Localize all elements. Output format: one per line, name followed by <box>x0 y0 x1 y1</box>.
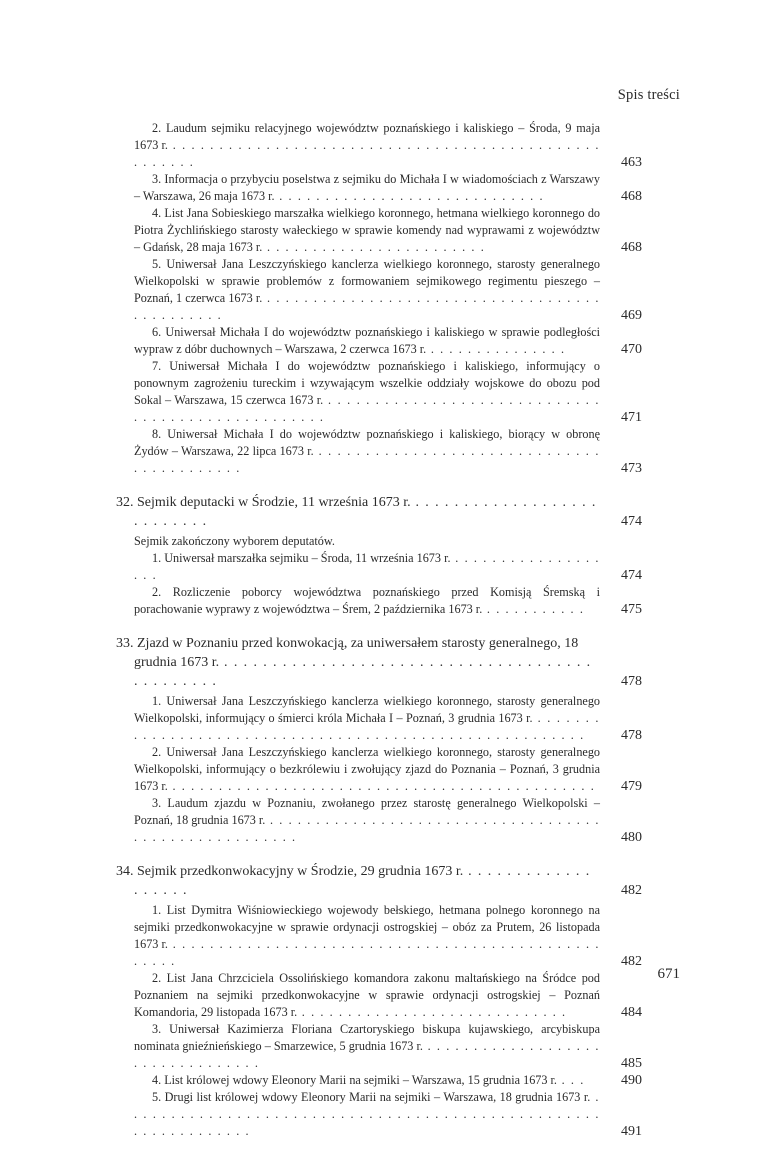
toc-entry <box>116 744 642 795</box>
toc-entry <box>116 120 642 171</box>
entry-number: 5. <box>152 1090 162 1104</box>
entry-page: 463 <box>621 155 642 170</box>
section-page: 474 <box>621 514 642 529</box>
entry-page: 485 <box>621 1056 642 1071</box>
entry-title: List Jana Chrzciciela Ossolińskiego komandora zakonu maltańskiego na Śródce pod Poznaniem na sejmiki przedkonwokacyjne w sprawie ordynacji ostrogskiej – Poznań Komandoria, 29 listopada 1673 r. <box>134 971 600 1019</box>
leader-dots: . . . . . . . . . . . . . . . . . . . . . . . . . . . . . . . . . . . . . . . . . . . . . . . . . . . . . . . . <box>134 711 601 742</box>
entry-number: 2. <box>152 121 162 135</box>
leader-dots: . . . . . . . . . . . . . . . . . . . . . . . . . . . . . . . . . <box>134 1039 600 1070</box>
toc-entry <box>116 970 642 1021</box>
toc-entry <box>116 550 642 584</box>
toc-entry <box>116 1021 642 1072</box>
entry-page: 470 <box>621 342 642 357</box>
entry-title: Uniwersał Jana Leszczyńskiego kanclerza wielkiego koronnego, starosty generalnego Wielkopolski, informujący o śmierci króla Michała I – Poznań, 3 grudnia 1673 r. <box>134 694 601 725</box>
section-page: 482 <box>621 883 642 898</box>
toc-entry <box>116 795 642 846</box>
leader-dots: . . . . . . . . . . . . . . . . . . . . . . . . . . . <box>134 495 597 529</box>
entry-number: 1. <box>152 551 162 565</box>
section-note: Sejmik zakończony wyborem deputatów. <box>134 534 335 548</box>
leader-dots: . . . . . . . . . . . . . . . . . . . . . . . . . . . . . . . . . . . . . . . . . . . . . . . . . . . . . . <box>134 813 601 844</box>
entry-title: Uniwersał Michała I do województw poznańskiego i kaliskiego, informujący o ponownym zagrożeniu tureckim i wzywającym wszelkie oddziały wojskowe do obozu pod Sokal – Warszawa, 15 czerwca 1673 r. <box>134 359 601 407</box>
table-of-contents <box>116 120 642 1156</box>
section-title: 34. Sejmik przedkonwokacyjny w Środzie, 29 grudnia 1673 r. <box>116 864 464 879</box>
entry-title: Drugi list królowej wdowy Eleonory Marii na sejmiki – Warszawa, 18 grudnia 1673 r. <box>164 1090 591 1104</box>
leader-dots: . . . . . . . . . . . . . . . . . . . . . . . . . . . . . <box>297 1005 567 1019</box>
entry-number: 3. <box>152 172 162 186</box>
leader-dots: . . . . . . . . . . . . . . . . . . . . . . . . . . . . . . . . . . . . . . . . . . . . . . . . . . . . . <box>134 138 600 169</box>
entry-page: 474 <box>621 568 642 583</box>
entry-title: List Jana Sobieskiego marszałka wielkiego koronnego, hetmana wielkiego koronnego do Piotra Żychlińskiego starosty wałeckiego w sprawie komendy nad wyprawami z województw – Gdańsk, 28 maja 1673 r. <box>134 206 601 254</box>
entry-number: 3. <box>152 1022 162 1036</box>
entry-title: Uniwersał Michała I do województw poznańskiego i kaliskiego, biorący w obronę Żydów – Warszawa, 22 lipca 1673 r. <box>134 427 601 458</box>
entry-number: 4. <box>152 1073 162 1087</box>
leader-dots: . . . . . . . . . . . . . . . . . . . . . . . . . . . . . . . . . . . . . . . . . . . . . . . <box>134 655 592 689</box>
section-heading <box>116 493 642 531</box>
entry-page: 484 <box>621 1005 642 1020</box>
entry-title: List Dymitra Wiśniowieckiego wojewody bełskiego, hetmana polnego koronnego na sejmiki przedkonwokacyjne w sprawie ordynacji ostrogskiej – obóz za Prutem, 26 listopada 1673 r. <box>134 903 601 951</box>
leader-dots: . . . . . . . . . . . . . . . . . . . . . . . . . . . . . . . . . . . . . . . . . . . . . . . . . . <box>134 393 600 424</box>
toc-entry <box>116 584 642 618</box>
entry-page: 471 <box>621 410 642 425</box>
leader-dots: . . . . . . . . . . . . . . . . . . . . . . . . . . . . . . . . . . . . . . . . . . . . . . . . . . . . . . . . . . . . . . . . <box>134 1090 600 1138</box>
section-page: 478 <box>621 674 642 689</box>
entry-number: 1. <box>152 903 162 917</box>
section-title: 33. Zjazd w Poznaniu przed konwokacją, za uniwersałem starosty generalnego, 18 grudnia 1673 r. <box>116 636 579 670</box>
toc-entry <box>116 693 642 744</box>
toc-entry <box>116 1072 642 1089</box>
entry-number: 8. <box>152 427 162 441</box>
entry-title: Uniwersał Jana Leszczyńskiego kanclerza wielkiego koronnego, starosty generalnego Wielkopolski, informujący o bezkrólewiu i zwołujący zjazd do Poznania – Poznań, 3 grudnia 1673 r. <box>134 745 601 793</box>
entry-page: 475 <box>621 602 642 617</box>
leader-dots: . . . . . . . . . . . <box>482 602 585 616</box>
running-head: Spis treści <box>617 87 680 103</box>
leader-dots: . . . <box>556 1073 585 1087</box>
entry-number: 4. <box>152 206 162 220</box>
toc-section-32 <box>116 493 642 618</box>
section-heading <box>116 862 642 900</box>
entry-page: 480 <box>621 830 642 845</box>
leader-dots: . . . . . . . . . . . . . . . . . . . . . . . . . . . . . . . . . . . . . . . . . . . . . . <box>167 779 596 793</box>
entry-title: Uniwersał Kazimierza Floriana Czartoryskiego biskupa kujawskiego, arcybiskupa nominata gnieźnieńskiego – Smarzewice, 5 grudnia 1673 r. <box>134 1022 600 1053</box>
entry-title: Uniwersał Michała I do województw poznańskiego i kaliskiego w sprawie podległości wypraw z dóbr duchownych – Warszawa, 2 czerwca 1673 r. <box>134 325 600 356</box>
entry-title: Uniwersał marszałka sejmiku – Środa, 11 września 1673 r. <box>164 551 451 565</box>
leader-dots: . . . . . . . . . . . . . . . . . . . <box>134 551 601 582</box>
entry-page: 469 <box>621 308 642 323</box>
entry-number: 2. <box>152 585 162 599</box>
entry-number: 5. <box>152 257 162 271</box>
entry-page: 478 <box>621 728 642 743</box>
entry-page: 490 <box>621 1073 642 1088</box>
entry-number: 2. <box>152 745 162 759</box>
entry-page: 468 <box>621 189 642 204</box>
entry-number: 7. <box>152 359 162 373</box>
entry-page: 491 <box>621 1124 642 1139</box>
page-number: 671 <box>657 966 680 982</box>
entry-title: Uniwersał Jana Leszczyńskiego kanclerza wielkiego koronnego, starosty generalnego Wielkopolski w sprawie problemów z formowaniem sejmikowego regimentu pieszego – Poznań, 1 czerwca 1673 r. <box>134 257 601 305</box>
entry-title: Informacja o przybyciu poselstwa z sejmiku do Michała I w wiadomościach z Warszawy – Warszawa, 26 maja 1673 r. <box>134 172 601 203</box>
entry-page: 482 <box>621 954 642 969</box>
leader-dots: . . . . . . . . . . . . . . . <box>426 342 566 356</box>
leader-dots: . . . . . . . . . . . . . . . . . . . . . . . . . . . . . . . . . . . . . . . . . . <box>134 444 600 475</box>
toc-entry <box>116 902 642 970</box>
toc-entry <box>116 171 642 205</box>
leader-dots: . . . . . . . . . . . . . . . . . . . . . . . . . . . . . <box>274 189 545 203</box>
entry-number: 3. <box>152 796 162 810</box>
toc-section-34 <box>116 862 642 1140</box>
entry-page: 468 <box>621 240 642 255</box>
section-title: 32. Sejmik deputacki w Środzie, 11 września 1673 r. <box>116 495 411 510</box>
entry-number: 6. <box>152 325 162 339</box>
entry-page: 473 <box>621 461 642 476</box>
toc-section-33 <box>116 634 642 846</box>
leader-dots: . . . . . . . . . . . . . . . . . . . <box>134 864 591 898</box>
leader-dots: . . . . . . . . . . . . . . . . . . . . . . . . <box>262 240 486 254</box>
entry-title: List królowej wdowy Eleonory Marii na sejmiki – Warszawa, 15 grudnia 1673 r. <box>164 1073 557 1087</box>
toc-entry <box>116 426 642 477</box>
toc-entry <box>116 358 642 426</box>
section-heading <box>116 634 642 691</box>
leader-dots: . . . . . . . . . . . . . . . . . . . . . . . . . . . . . . . . . . . . . . . . . . . . . . . . . . . <box>134 937 600 968</box>
toc-entry <box>116 1089 642 1140</box>
leader-dots: . . . . . . . . . . . . . . . . . . . . . . . . . . . . . . . . . . . . . . . . . . . . . . <box>134 291 601 322</box>
toc-section-31-continued <box>116 120 642 477</box>
entry-page: 479 <box>621 779 642 794</box>
entry-title: Laudum sejmiku relacyjnego województw poznańskiego i kaliskiego – Środa, 9 maja 1673 r. <box>134 121 600 152</box>
toc-entry <box>116 324 642 358</box>
entry-title: Laudum zjazdu w Poznaniu, zwołanego przez starostę generalnego Wielkopolski – Poznań, 18 grudnia 1673 r. <box>134 796 600 827</box>
entry-number: 1. <box>152 694 162 708</box>
toc-entry <box>116 205 642 256</box>
entry-number: 2. <box>152 971 162 985</box>
entry-title: Rozliczenie poborcy województwa poznańskiego przed Komisją Śremską i porachowanie wyprawy z województwa – Śrem, 2 października 1673 r. <box>134 585 600 616</box>
toc-entry <box>116 256 642 324</box>
